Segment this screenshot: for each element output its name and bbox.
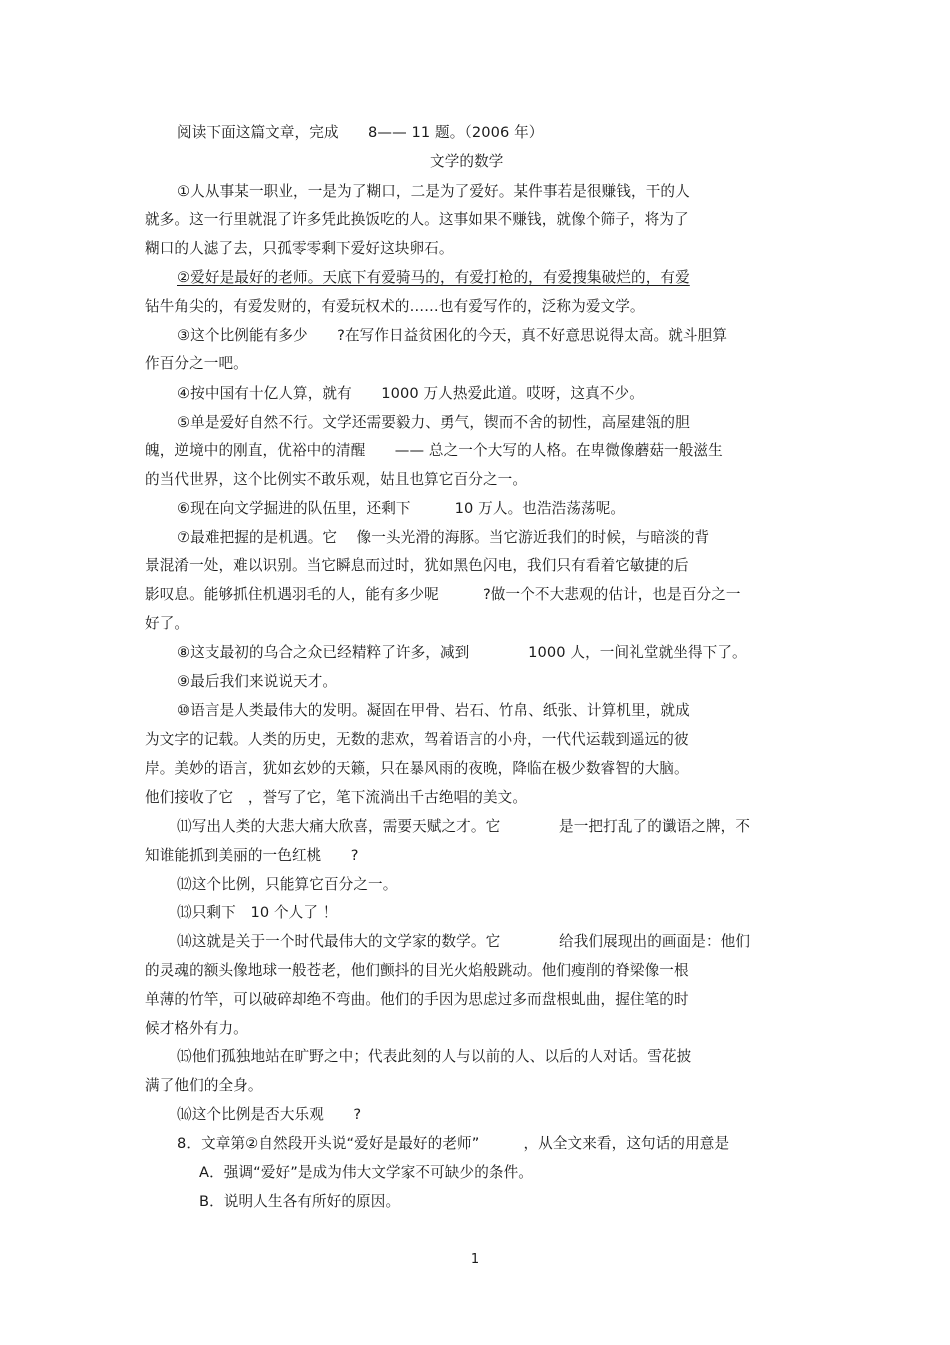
paragraph-line: 为文字的记载。人类的历史，无数的悲欢，驾着语言的小舟，一代代运载到遥远的彼 xyxy=(145,731,689,748)
paragraph-line: 糊口的人滤了去，只孤零零剩下爱好这块卵石。 xyxy=(145,240,454,257)
paragraph-line: 满了他们的全身。 xyxy=(145,1077,263,1094)
question-stem: 8．文章第②自然段开头说“爱好是最好的老师” ，从全文来看，这句话的用意是 xyxy=(177,1135,730,1152)
paragraph-line: ⒂他们孤独地站在旷野之中；代表此刻的人与以前的人、以后的人对话。雪花披 xyxy=(177,1048,692,1065)
paragraph-line: ⑥现在向文学掘进的队伍里，还剩下 10 万人。也浩浩荡荡呢。 xyxy=(177,500,626,517)
reading-instruction: 阅读下面这篇文章，完成 8—— 11 题。（2006 年） xyxy=(177,124,544,141)
paragraph-line: ⑾写出人类的大悲大痛大欣喜，需要天赋之才。它 是一把打乱了的谶语之牌，不 xyxy=(177,818,751,835)
paragraph-line: ⑧这支最初的乌合之众已经精粹了许多，减到 1000 人，一间礼堂就坐得下了。 xyxy=(177,644,747,661)
paragraph-line: 钻牛角尖的，有爱发财的，有爱玩权术的……也有爱写作的，泛称为爱文学。 xyxy=(145,298,645,315)
paragraph-line: 知谁能抓到美丽的一色红桃 ? xyxy=(145,847,359,864)
paragraph-line: 他们接收了它 ，誉写了它，笔下流淌出千古绝唱的美文。 xyxy=(145,789,528,806)
paragraph-line: ④按中国有十亿人算，就有 1000 万人热爱此道。哎呀，这真不少。 xyxy=(177,385,644,402)
paragraph-line: ⑩语言是人类最伟大的发明。凝固在甲骨、岩石、竹帛、纸张、计算机里，就成 xyxy=(177,702,690,719)
question-option: A．强调“爱好”是成为伟大文学家不可缺少的条件。 xyxy=(199,1164,533,1181)
page-number: 1 xyxy=(470,1252,480,1267)
paragraph-line: 景混淆一处，难以识别。当它瞬息而过时，犹如黑色闪电，我们只有看着它敏捷的后 xyxy=(145,557,689,574)
paragraph-line: 的当代世界，这个比例实不敢乐观，姑且也算它百分之一。 xyxy=(145,471,528,488)
paragraph-line: 候才格外有力。 xyxy=(145,1020,248,1037)
paragraph-line: ①人从事某一职业，一是为了糊口，二是为了爱好。某件事若是很赚钱，干的人 xyxy=(177,183,690,200)
paragraph-line: 就多。这一行里就混了许多凭此换饭吃的人。这事如果不赚钱，就像个筛子，将为了 xyxy=(145,211,689,228)
paragraph-line: ⑨最后我们来说说天才。 xyxy=(177,673,338,690)
paragraph-line: 魄，逆境中的刚直，优裕中的清醒 —— 总之一个大写的人格。在卑微像蘑菇一般滋生 xyxy=(145,442,723,459)
paragraph-line: 岸。美妙的语言，犹如玄妙的天籁，只在暴风雨的夜晚，降临在极少数睿智的大脑。 xyxy=(145,760,689,777)
question-option: B．说明人生各有所好的原因。 xyxy=(199,1193,401,1210)
paragraph-line: ③这个比例能有多少 ?在写作日益贫困化的今天，真不好意思说得太高。就斗胆算 xyxy=(177,327,728,344)
paragraph-line: ⑦最难把握的是机遇。它 像一头光滑的海豚。当它游近我们的时候，与暗淡的背 xyxy=(177,529,710,546)
paragraph-line: 作百分之一吧。 xyxy=(145,355,248,372)
paragraph-line: 好了。 xyxy=(145,615,190,632)
paragraph-line: 影叹息。能够抓住机遇羽毛的人，能有多少呢 ?做一个不大悲观的估计，也是百分之一 xyxy=(145,586,741,603)
article-title: 文学的数学 xyxy=(430,153,504,170)
paragraph-line: 的灵魂的额头像地球一般苍老，他们颤抖的目光火焰般跳动。他们瘦削的脊梁像一根 xyxy=(145,962,689,979)
paragraph-line: 单薄的竹竿，可以破碎却绝不弯曲。他们的手因为思虑过多而盘根虬曲，握住笔的时 xyxy=(145,991,689,1008)
paragraph-line: ⒀只剩下 10 个人了 ！ xyxy=(177,904,338,921)
paragraph-line: ⒁这就是关于一个时代最伟大的文学家的数学。它 给我们展现出的画面是：他们 xyxy=(177,933,751,950)
paragraph-line: ⑤单是爱好自然不行。文学还需要毅力、勇气，锲而不舍的韧性，高屋建瓴的胆 xyxy=(177,414,690,431)
paragraph-line: ⑿这个比例，只能算它百分之一。 xyxy=(177,876,398,893)
paragraph-line: ②爱好是最好的老师。天底下有爱骑马的，有爱打枪的，有爱搜集破烂的，有爱 xyxy=(177,269,690,286)
paragraph-line: ⒃这个比例是否大乐观 ? xyxy=(177,1106,362,1123)
